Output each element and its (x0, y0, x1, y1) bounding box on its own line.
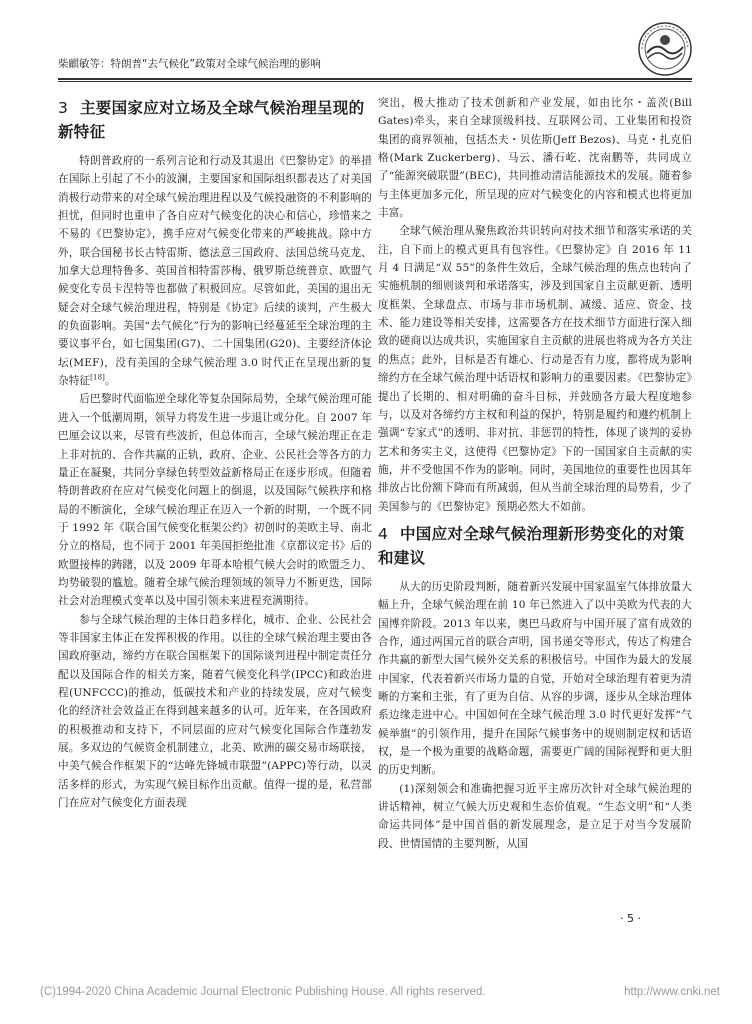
paragraph: 从大的历史阶段判断，随着新兴发展中国家温室气体排放量大幅上升，全球气候治理在前 10 年已然进入了以中美欧为代表的大国博弈阶段。2013 年以来，奥巴马政府与中国开展了富有成效的合作，通过两国元首的联合声明，国书递交等形式，传达了构建合作共赢的新型大国气候外交关系的积极信号。中国作为最大的发展中国家，代表着新兴市场力量的自觉，开始对全球治理有着更为清晰的方案和主张，有了更为自信、从容的步调，逐步从全球治理体系边缘走进中心。中国如何在全球气候治理 3.0 时代更好发挥“气候举旗”的引领作用，提升在国际气候事务中的规则制定权和话语权，是一个极为重要的战略命题，需要更广阔的国际视野和更大胆的历史判断。 (378, 580, 692, 777)
page-number: · 5 · (620, 912, 641, 925)
section-4-number: 4 (378, 524, 389, 543)
section-3-number: 3 (58, 99, 69, 117)
site-link[interactable]: http://www.cnki.net (624, 986, 720, 998)
left-column (58, 94, 372, 812)
paragraph: (1)深刻领会和准确把握习近平主席历次针对全球气候治理的讲话精神，树立气候大历史观和生态价值观。“生态文明”和“人类命运共同体”是中国首倡的新发展理念，是立足于对当今发展阶段、世情国情的主要判断，从国 (378, 782, 692, 850)
paragraph-text: 特朗普政府的一系列言论和行动及其退出《巴黎协定》的举措在国际上引起了不小的波澜，主要国家和国际组织都表达了对美国消极行动带来的对全球气候治理进程以及气候投融资的不利影响的担忧，但同时也重申了各自应对气候变化的决心和信心，珍惜来之不易的《巴黎协定》，携手应对气候变化带来的严峻挑战。除中方外，联合国秘书长古特雷斯、德法意三国政府、法国总统马克龙、加拿大总理特鲁多、英国首相特雷莎梅、俄罗斯总统普京、欧盟气候变化专员卡涅特等也都做了积极回应。尽管如此，美国的退出无疑会对全球气候治理进程，特别是《协定》后续的谈判，产生极大的负面影响。美国“去气候化”行为的影响已经蔓延至全球治理的主要议事平台，如七国集团(G7)、二十国集团(G20)、主要经济体论坛(MEF)，没有美国的全球气候治理 3.0 时代正在呈现出新的复杂特征 (58, 155, 372, 388)
paragraph: 特朗普政府的一系列言论和行动及其退出《巴黎协定》的举措在国际上引起了不小的波澜，主要国家和国际组织都表达了对美国消极行动带来的对全球气候治理进程以及气候投融资的不利影响的担忧，但同时也重申了各自应对气候变化的决心和信心，珍惜来之不易的《巴黎协定》，携手应对气候变化带来的严峻挑战。除中方外，联合国秘书长古特雷斯、德法意三国政府、法国总统马克龙、加拿大总理特鲁多、英国首相特雷莎梅、俄罗斯总统普京、欧盟气候变化专员卡涅特等也都做了积极回应。尽管如此，美国的退出无疑会对全球气候治理进程，特别是《协定》后续的谈判，产生极大的负面影响。美国“去气候化”行为的影响已经蔓延至全球治理的主要议事平台，如七国集团(G7)、二十国集团(G20)、主要经济体论坛(MEF)，没有美国的全球气候治理 3.0 时代正在呈现出新的复杂特征[18]。 (58, 155, 372, 388)
citation-mark: [18] (90, 373, 106, 382)
right-column (378, 94, 692, 853)
paragraph: 后巴黎时代面临逆全球化等复杂国际局势，全球气候治理可能进入一个低潮周期，领导力将发生进一步退让或分化。自 2007 年巴厘会议以来，尽管有些波折，但总体而言，全球气候治理正在走上非对抗的、合作共赢的正轨，政府、企业、公民社会等各方的力量正在凝聚，共同分享绿色转型效益新格局正在逐步形成。但随着特朗普政府在应对气候变化问题上的倒退，以及国际气候秩序和格局的不断演化，全球气候治理正在迈入一个新的时期，一个既不同于 1992 年《联合国气候变化框架公约》初创时的美欧主导、南北分立的格局，也不同于 2001 年美国拒绝批准《京都议定书》后的欧盟接棒的踌躇，以及 2009 年哥本哈根气候大会时的欧盟乏力、均势破裂的尴尬。随着全球气候治理领域的领导力不断更迭，国际社会对治理模式变革以及中国引领未来进程充满期待。 (58, 393, 372, 608)
paragraph: 突出，极大推动了技术创新和产业发展，如由比尔・盖茨(Bill Gates)牵头，来自全球顶级科技、互联网公司、工业集团和投资集团的商界领袖，包括杰夫・贝佐斯(Jeff Bezos)、马克・扎克伯格(Mark Zuckerberg)、马云、潘石屹、沈南鹏等，共同成立了“能源突破联盟”(BEC)，共同推动清洁能源技术的发展。随着参与主体更加多元化，所呈现的应对气候变化的内容和模式也将更加丰富。 (378, 97, 692, 220)
section-3-heading (58, 96, 372, 144)
copyright-text: (C)1994-2020 China Academic Journal Electronic Publishing House. All rights reserved. (40, 986, 486, 998)
section-4-title: 中国应对全球气候治理新形势变化的对策和建议 (378, 524, 685, 567)
section-4-heading (378, 522, 692, 570)
header-rule (58, 78, 692, 82)
running-head: 柴麒敏等：特朗普“去气候化”政策对全球气候治理的影响 (58, 58, 321, 70)
paragraph: 参与全球气候治理的主体日趋多样化，城市、企业、公民社会等非国家主体正在发挥积极的作用。以往的全球气候治理主要由各国政府驱动，缔约方在联合国框架下的国际谈判进程中制定责任分配以及国际合作的相关方案，随着气候变化科学(IPCC)和政治进程(UNFCCC)的推动，低碳技术和产业的持续发展，应对气候变化的经济社会效益正在得到越来越多的认可。近年来，在各国政府的积极推动和支持下，不同层面的应对气候变化国际合作蓬勃发展。多双边的气候资金机制建立，北美、欧洲的碳交易市场联接，中美气候合作框架下的“达峰先锋城市联盟”(APPC)等行动，以灵活多样的形式，为实现气候目标作出贡献。值得一提的是，私营部门在应对气候变化方面表现 (58, 613, 372, 810)
copyright-footer (40, 986, 720, 998)
journal-logo (636, 20, 694, 78)
paragraph: 全球气候治理从聚焦政治共识转向对技术细节和落实承诺的关注，自下而上的模式更具有包容性。《巴黎协定》自 2016 年 11 月 4 日满足“双 55”的条件生效后，全球气候治理的焦点也转向了实施机制的细则谈判和承诺落实，涉及到国家自主贡献更新、透明度框架、全球盘点、市场与非市场机制、减缓、适应、资金、技术、能力建设等相关安排，这需要各方在技术细节方面进行深入细致的磋商以达成共识，实施国家自主贡献的进展也将成为各方关注的焦点；此外，目标是否有雄心、行动是否有力度，都将成为影响缔约方在全球气候治理中话语权和影响力的重要因素。《巴黎协定》提出了长期的、相对明确的奋斗目标，并鼓励各方最大程度地参与，以及对各缔约方主权和利益的保护，特别是履约和遵约机制上强调“专家式”的透明、非对抗、非惩罚的特性，体现了谈判的妥协艺术和务实主义，这使得《巴黎协定》下的一国国家自主贡献的实施，并不受他国不作为的影响。同时，美国地位的重要性也因其年排放占比份额下降而有所减弱，但从当前全球治理的局势看，少了美国参与的《巴黎协定》预期必然大不如前。 (378, 225, 692, 513)
section-3-title: 主要国家应对立场及全球气候治理呈现的新特征 (58, 99, 365, 141)
